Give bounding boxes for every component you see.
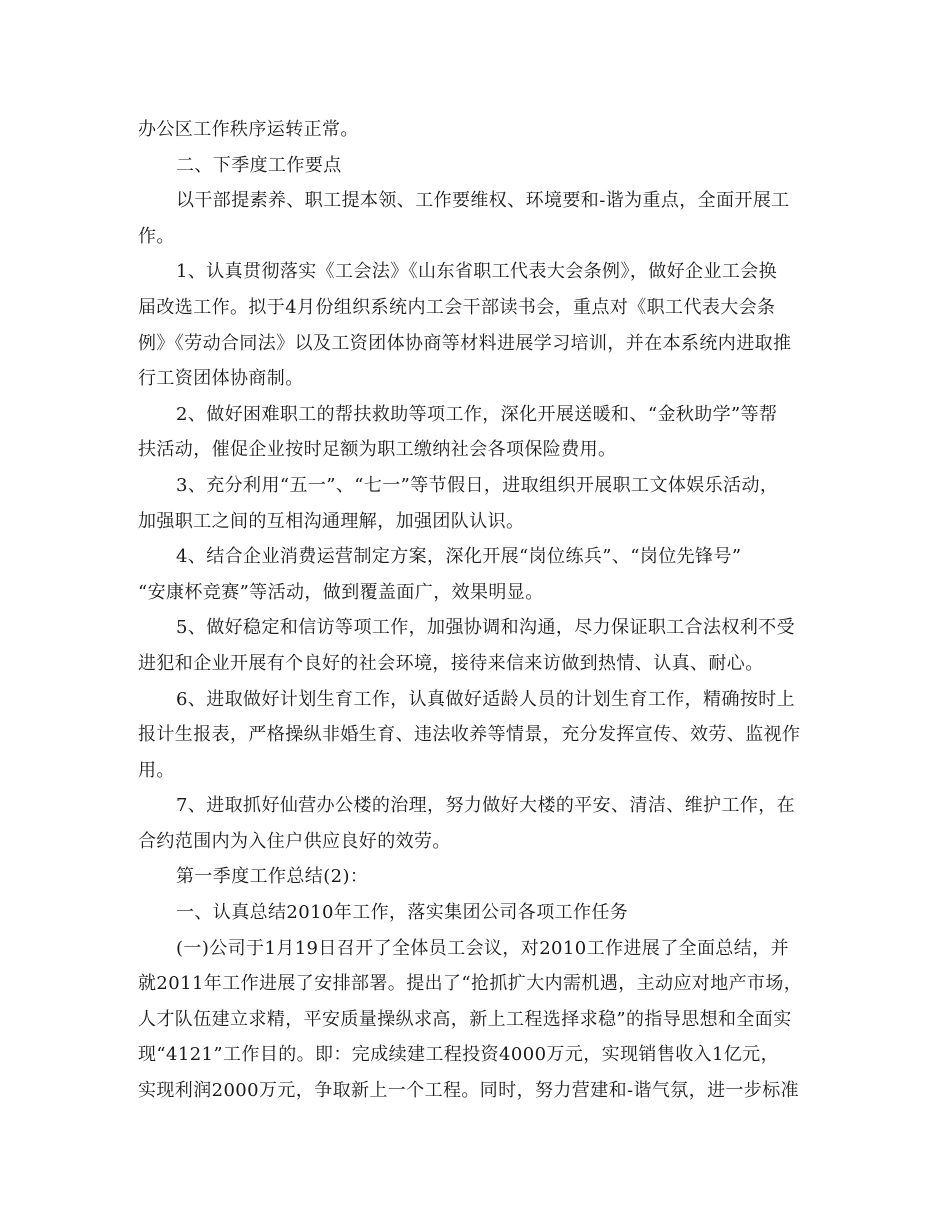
text-line: 实现利润2000万元，争取新上一个工程。同时，努力营建和-谐气氛，进一步标准	[138, 1080, 800, 1102]
text-line: 2、做好困难职工的帮扶救助等项工作，深化开展送暖和、“金秋助学”等帮	[176, 403, 778, 425]
text-line: 第一季度工作总结(2)：	[176, 866, 369, 888]
text-line: 进犯和企业开展有个良好的社会环境，接待来信来访做到热情、认真、耐心。	[138, 652, 764, 674]
text-line: 届改选工作。拟于4月份组织系统内工会干部读书会，重点对《职工代表大会条	[138, 296, 776, 318]
text-line: 合约范围内为入住户供应良好的效劳。	[138, 830, 451, 852]
text-line: 报计生报表，严格操纵非婚生育、违法收养等情景，充分发挥宣传、效劳、监视作	[138, 724, 801, 746]
text-line: 1、认真贯彻落实《工会法》《山东省职工代表大会条例》，做好企业工会换	[176, 261, 778, 283]
text-line: 扶活动，催促企业按时足额为职工缴纳社会各项保险费用。	[138, 439, 617, 461]
text-line: 6、进取做好计划生育工作，认真做好适龄人员的计划生育工作，精确按时上	[176, 688, 796, 710]
text-line: 加强职工之间的互相沟通理解，加强团队认识。	[138, 510, 525, 532]
text-line: 以干部提素养、职工提本领、工作要维权、环境要和-谐为重点，全面开展工	[176, 190, 790, 212]
text-line: 人才队伍建立求精，平安质量操纵求高，新上工程选择求稳”的指导思想和全面实	[138, 1008, 792, 1030]
text-line: (一)公司于1月19日召开了全体员工会议，对2010工作进展了全面总结，并	[176, 937, 790, 959]
text-line: 一、认真总结2010年工作，落实集团公司各项工作任务	[176, 902, 629, 924]
text-line: 现“4121”工作目的。即：完成续建工程投资4000万元，实现销售收入1亿元，	[138, 1044, 780, 1066]
text-line: 7、进取抓好仙营办公楼的治理，努力做好大楼的平安、清洁、维护工作，在	[176, 795, 796, 817]
text-line: 办公区工作秩序运转正常。	[138, 119, 359, 140]
text-line: 5、做好稳定和信访等项工作，加强协调和沟通，尽力保证职工合法权利不受	[176, 617, 796, 639]
text-line: “安康杯竞赛”等活动，做到覆盖面广，效果明显。	[138, 581, 544, 603]
text-line: 3、充分利用“五一”、“七一”等节假日，进取组织开展职工文体娱乐活动，	[176, 474, 779, 496]
text-line: 例》《劳动合同法》以及工资团体协商等材料进展学习培训，并在本系统内进取推	[138, 332, 792, 354]
text-line: 作。	[138, 225, 175, 247]
text-line: 行工资团体协商制。	[138, 368, 304, 390]
document-page	[138, 112, 822, 1109]
text-line: 就2011年工作进展了安排部署。提出了“抢抓扩大内需机遇，主动应对地产市场，	[138, 973, 803, 995]
text-line: 4、结合企业消费运营制定方案，深化开展“岗位练兵”、“岗位先锋号”	[176, 546, 742, 568]
text-line: 二、下季度工作要点	[176, 154, 342, 176]
text-line: 用。	[138, 759, 175, 781]
